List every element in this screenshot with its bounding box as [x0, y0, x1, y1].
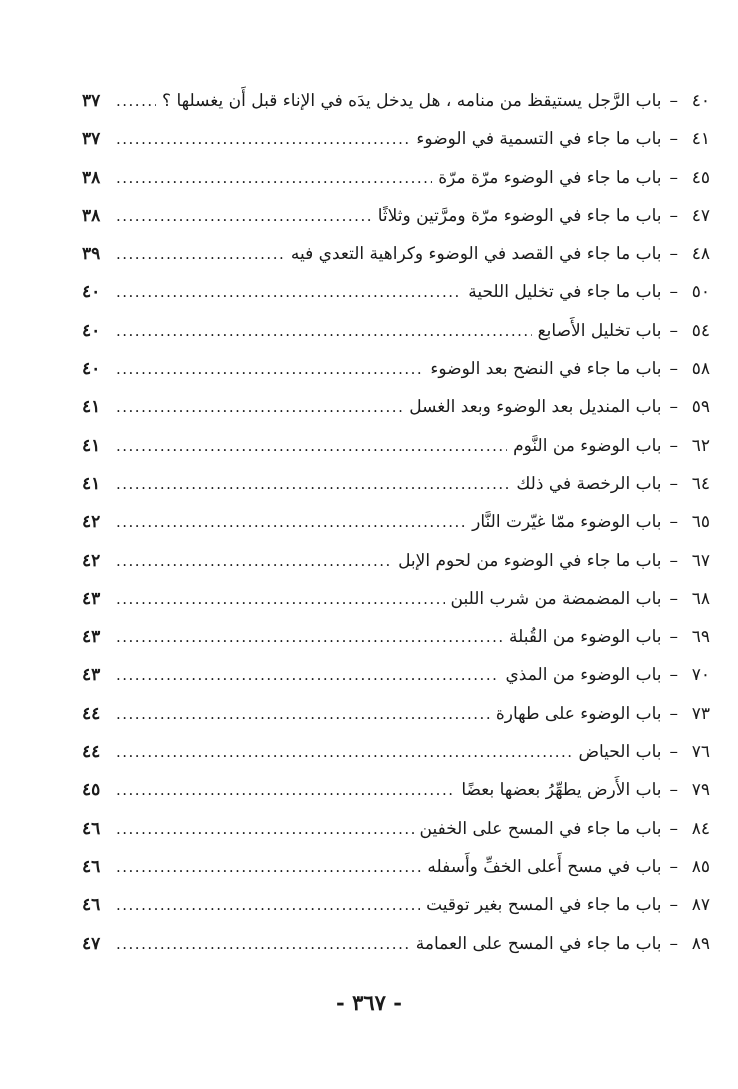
entry-number: ٨٥ [691, 856, 710, 877]
entry-page-number: ٤٦ [82, 818, 101, 839]
toc-row [82, 503, 710, 541]
entry-title: باب ما جاء في التسمية في الوضوء [416, 129, 662, 150]
entry-number: ٨٧ [691, 895, 710, 916]
entry-dash: – [669, 512, 678, 533]
toc-row [82, 159, 710, 197]
dot-leader [116, 197, 372, 235]
dot-leader [116, 388, 403, 426]
toc-row [82, 656, 710, 694]
entry-number: ٦٢ [691, 435, 710, 456]
entry-dash: – [669, 91, 678, 111]
entry-number: ٧٣ [691, 703, 710, 724]
entry-page-number: ٤٣ [82, 665, 101, 686]
entry-dash: – [669, 665, 678, 686]
entry-number: ٦٨ [691, 588, 710, 609]
entry-title: باب ما جاء في المسح على الخفين [419, 818, 662, 839]
toc-row [82, 273, 710, 311]
entry-page-number: ٤٢ [82, 512, 101, 533]
entry-dash: – [669, 205, 678, 226]
entry-number: ٤٨ [691, 244, 710, 265]
entry-page-number: ٣٩ [82, 244, 101, 265]
entry-dash: – [669, 397, 678, 418]
entry-number: ٤٥ [691, 167, 710, 188]
entry-dash: – [669, 244, 678, 265]
toc-row [82, 580, 710, 618]
toc-row [82, 733, 710, 771]
entry-number: ٤٠ [691, 91, 710, 111]
dot-leader [116, 771, 455, 809]
entry-page-number: ٣٨ [82, 205, 101, 226]
entry-dash: – [669, 742, 678, 763]
toc-row [82, 350, 710, 388]
entry-dash: – [669, 320, 678, 341]
entry-title: باب الوضوء على طهارة [495, 703, 662, 724]
entry-dash: – [669, 550, 678, 571]
entry-page-number: ٤١ [82, 473, 101, 494]
dot-leader [116, 925, 410, 963]
entry-dash: – [669, 473, 678, 494]
entry-dash: – [669, 588, 678, 609]
toc-row [82, 695, 710, 733]
toc-row [82, 312, 710, 350]
entry-title: باب ما جاء في المسح على العمامة [415, 933, 662, 954]
toc-row [82, 82, 710, 120]
entry-dash: – [669, 627, 678, 648]
toc-row [82, 925, 710, 963]
entry-dash: – [669, 703, 678, 724]
entry-page-number: ٤١ [82, 435, 101, 456]
dot-leader [116, 465, 510, 503]
entry-title: باب ما جاء في تخليل اللحية [468, 282, 662, 303]
entry-number: ٦٥ [691, 512, 710, 533]
entry-page-number: ٤٦ [82, 856, 101, 877]
entry-title: باب الرخصة في ذلك [516, 473, 662, 494]
dot-leader [116, 120, 410, 158]
entry-title: باب ما جاء في الوضوء مرّة ومرَّتين وثلاثًا [377, 205, 662, 226]
entry-dash: – [669, 282, 678, 303]
entry-page-number: ٤٧ [82, 933, 101, 954]
entry-page-number: ٤٠ [82, 282, 101, 303]
entry-page-number: ٤٤ [82, 703, 101, 724]
entry-title: باب ما جاء في المسح بغير توقيت [426, 895, 662, 916]
entry-title: باب الوضوء من القُبلة [509, 627, 662, 648]
dot-leader [116, 733, 572, 771]
dot-leader [116, 273, 462, 311]
toc-row [82, 771, 710, 809]
dot-leader [116, 810, 414, 848]
entry-dash: – [669, 780, 678, 801]
toc-row [82, 618, 710, 656]
entry-page-number: ٤٥ [82, 780, 101, 801]
entry-title: باب الأَرض يطهِّرُ بعضها بعضًا [461, 780, 662, 801]
entry-title: باب المنديل بعد الوضوء وبعد الغسل [409, 397, 662, 418]
entry-page-number: ٤٣ [82, 588, 101, 609]
entry-page-number: ٤١ [82, 397, 101, 418]
entry-page-number: ٣٨ [82, 167, 101, 188]
entry-dash: – [669, 933, 678, 954]
dot-leader [116, 695, 490, 733]
toc-row [82, 542, 710, 580]
toc-row [82, 810, 710, 848]
entry-number: ٧٦ [691, 742, 710, 763]
dot-leader [116, 886, 420, 924]
entry-number: ٤١ [691, 129, 710, 150]
entry-dash: – [669, 856, 678, 877]
entry-title: باب ما جاء في القصد في الوضوء وكراهية التعدي فيه [290, 244, 662, 265]
entry-title: باب في مسح أَعلى الخفِّ وأَسفله [427, 856, 662, 877]
dot-leader [116, 542, 392, 580]
dot-leader [116, 618, 503, 656]
dot-leader [116, 312, 532, 350]
toc-row [82, 197, 710, 235]
table-of-contents [82, 82, 710, 963]
entry-page-number: ٤٣ [82, 627, 101, 648]
entry-number: ٥٤ [691, 320, 710, 341]
dot-leader [116, 848, 421, 886]
entry-title: باب الحياض [578, 742, 662, 763]
entry-number: ٦٤ [691, 473, 710, 494]
entry-number: ٥٨ [691, 359, 710, 380]
toc-row [82, 848, 710, 886]
entry-title: باب ما جاء في النضح بعد الوضوء [430, 359, 662, 380]
entry-number: ٧٠ [691, 665, 710, 686]
entry-page-number: ٤٦ [82, 895, 101, 916]
entry-dash: – [669, 167, 678, 188]
entry-dash: – [669, 359, 678, 380]
entry-number: ٨٤ [691, 818, 710, 839]
entry-title: باب المضمضة من شرب اللبن [450, 588, 662, 609]
entry-page-number: ٣٧ [82, 129, 101, 150]
entry-dash: – [669, 818, 678, 839]
dot-leader [116, 350, 424, 388]
entry-number: ٤٧ [691, 205, 710, 226]
entry-title: باب الوضوء من النَّوم [513, 435, 662, 456]
entry-title: باب تخليل الأَصابع [537, 320, 662, 341]
entry-title: باب الوضوء من المذي [505, 665, 662, 686]
page-number: - ٣٦٧ - [336, 990, 402, 1015]
entry-number: ٧٩ [691, 780, 710, 801]
toc-row [82, 120, 710, 158]
entry-title: باب الرَّجل يستيقظ من منامه ، هل يدخل يدَه في الإناء قبل أَن يغسلها ؟ [162, 91, 662, 111]
entry-title: باب ما جاء في الوضوء مرّة مرّة [438, 167, 662, 188]
toc-row [82, 465, 710, 503]
dot-leader [116, 82, 156, 120]
entry-page-number: ٤٢ [82, 550, 101, 571]
entry-page-number: ٤٤ [82, 742, 101, 763]
toc-row [82, 235, 710, 273]
toc-row [82, 427, 710, 465]
entry-dash: – [669, 129, 678, 150]
entry-number: ٦٩ [691, 627, 710, 648]
toc-row [82, 388, 710, 426]
entry-number: ٦٧ [691, 550, 710, 571]
dot-leader [116, 427, 507, 465]
dot-leader [116, 503, 466, 541]
dot-leader [116, 235, 285, 273]
entry-page-number: ٣٧ [82, 91, 101, 111]
dot-leader [116, 159, 432, 197]
entry-page-number: ٤٠ [82, 320, 101, 341]
entry-number: ٥٩ [691, 397, 710, 418]
dot-leader [116, 580, 445, 618]
entry-title: باب الوضوء ممّا غيّرت النَّار [472, 512, 662, 533]
entry-number: ٨٩ [691, 933, 710, 954]
toc-row [82, 886, 710, 924]
entry-dash: – [669, 895, 678, 916]
entry-dash: – [669, 435, 678, 456]
entry-number: ٥٠ [691, 282, 710, 303]
entry-page-number: ٤٠ [82, 359, 101, 380]
dot-leader [116, 656, 499, 694]
entry-title: باب ما جاء في الوضوء من لحوم الإبل [398, 550, 662, 571]
